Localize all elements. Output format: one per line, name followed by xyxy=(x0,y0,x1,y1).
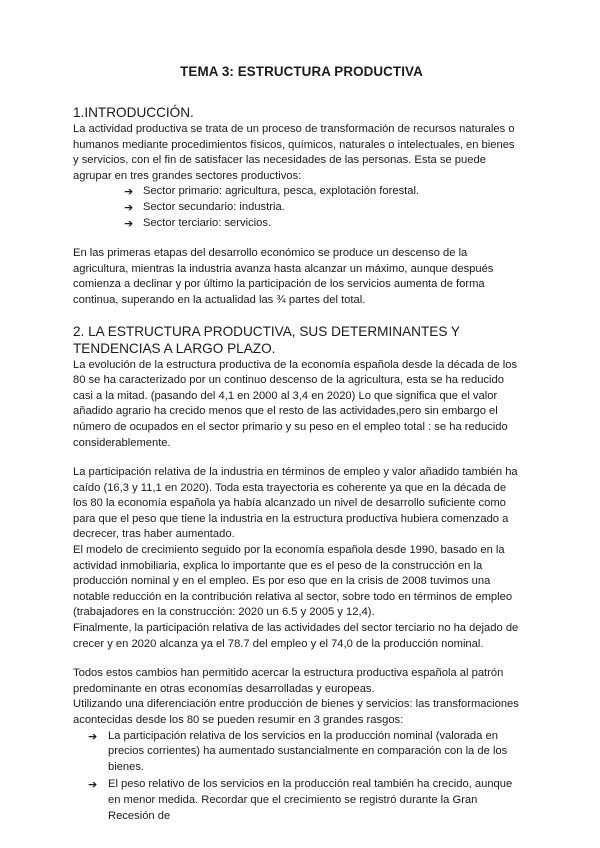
paragraph: La actividad productiva se trata de un proceso de transformación de recursos naturales o humanos mediante procedimientos físicos, químicos, naturales o intelectuales, en bienes y servicios, con el fin de satisfacer las necesidades de las personas. Esta se puede agrupar en tres grandes sectores productivos: xyxy=(73,123,515,182)
section-heading: 2. LA ESTRUCTURA PRODUCTIVA, SUS DETERMINANTES Y TENDENCIAS A LARGO PLAZO. xyxy=(73,323,460,356)
arrow-bullet-icon: ➔ xyxy=(88,778,98,792)
list-item-text: La participación relativa de los servicios en la producción nominal (valorada en precios corrientes) ha aumentado sustancialmente en comparación con la de los bienes. xyxy=(108,729,508,773)
spacer xyxy=(73,309,520,323)
arrow-bullet-icon: ➔ xyxy=(124,185,134,199)
list-item xyxy=(73,184,520,200)
rasgos-list xyxy=(73,729,520,825)
list-item-text: El peso relativo de los servicios en la producción real también ha crecido, aunque en menor medida. Recordar que el crecimiento se registró durante la Gran Recesión de xyxy=(108,778,513,822)
list-item xyxy=(73,729,520,776)
paragraph: La evolución de la estructura productiva de la economía española desde la década de los 80 se ha caracterizado por un continuo descenso de la agricultura, esta se ha reducido casi a la mitad. (pasando del 4,1 en 2000 al 3,4 en 2020) Lo que significa que el valor añadido agrario ha crecido menos que el resto de las actividades,pero sin embargo el número de ocupados en el sector primario y su peso en el empleo total : se ha reducido considerablemente. xyxy=(73,358,518,449)
document-title: TEMA 3: ESTRUCTURA PRODUCTIVA xyxy=(180,64,423,79)
list-item xyxy=(73,777,520,824)
list-item-text: Sector primario: agricultura, pesca, explotación forestal. xyxy=(143,185,420,198)
paragraph: En las primeras etapas del desarrollo económico se produce un descenso de la agricultura, mientras la industria avanza hasta alcanzar un máximo, aunque después comienza a declinar y por último la participación de los servicios aumenta de forma continua, superando en la actualidad las ¾ partes del total. xyxy=(73,247,494,306)
paragraph: Finalmente, la participación relativa de las actividades del sector terciario no ha dejado de crecer y en 2020 alcanza ya el 78.7 del empleo y el 74,0 de la producción nominal. xyxy=(73,622,519,650)
paragraph: La participación relativa de la industria en términos de empleo y valor añadido también ha caído (16,3 y 11,1 en 2020). Toda esta trayectoria es coherente ya que en la década de los 80 la economía española ya había alcanzado un nivel de desarrollo suficiente como para que el peso que tiene la industria en la estructura productiva hubiera comenzado a decrecer, tras haber aumentado. xyxy=(73,466,518,541)
arrow-bullet-icon: ➔ xyxy=(88,729,98,743)
list-item-text: Sector secundario: industria. xyxy=(143,200,285,213)
list-item-text: Sector terciario: servicios. xyxy=(143,216,272,229)
arrow-bullet-icon: ➔ xyxy=(124,200,134,214)
spacer xyxy=(73,451,520,465)
paragraph: El modelo de crecimiento seguido por la economía española desde 1990, basado en la actividad inmobiliaria, explica lo importante que es el peso de la construcción en la producción nominal y en el empleo. Es por eso que en la crisis de 2008 tuvimos una notable reducción en la contribución relativa al sector, sobre todo en términos de empleo (trabajadores en la construcción: 2020 un 6.5 y 2005 y 12,4). xyxy=(73,544,513,619)
list-item xyxy=(73,200,520,216)
spacer xyxy=(73,231,520,246)
arrow-bullet-icon: ➔ xyxy=(124,216,134,230)
spacer xyxy=(73,652,520,666)
section-estructura-productiva xyxy=(73,323,520,825)
sector-list xyxy=(73,184,520,231)
list-item xyxy=(73,216,520,232)
section-introduccion xyxy=(73,104,520,309)
section-heading: 1.INTRODUCCIÓN. xyxy=(73,105,194,120)
paragraph: Utilizando una diferenciación entre producción de bienes y servicios: las transformaciones acontecidas desde los 80 se pueden resumir en 3 grandes rasgos: xyxy=(73,698,519,726)
paragraph: Todos estos cambios han permitido acercar la estructura productiva española al patrón predominante en otras economías desarrolladas y europeas. xyxy=(73,667,504,695)
